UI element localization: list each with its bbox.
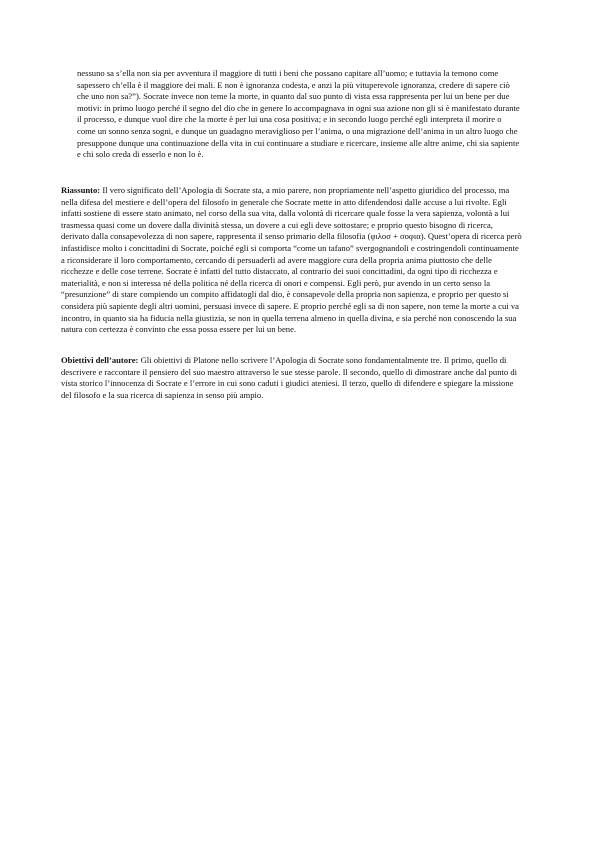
goals-label: Obiettivi dell’autore: (61, 355, 139, 365)
summary-text-wrapper (61, 185, 522, 336)
author-goals-paragraph (61, 355, 522, 401)
quote-continuation-block (77, 68, 522, 161)
summary-text: Il vero significato dell’Apologia di Socrate sta, a mio parere, non propriamente nell’aspetto giuridico del processo, ma nella difesa del mestiere e dell’opera del filosofo in generale che Socrate mette in atto difendendosi dalle accuse a lui rivolte. Egli infatti sostiene di essere stato animato, nel corso della sua vita, dalla volontà di ricercare quale fosse la vera sapienza, volontà a lui trasmessa quasi come un dovere dalla divinità stessa, un dovere a cui egli deve sottostare; e proprio questo bisogno di ricerca, derivato dalla consapevolezza di non sapere, rappresenta il senso primario della filosofia (φιλοσ + σοφια). Quest’opera di ricerca però infastidisce molto i concittadini di Socrate, poiché egli si comporta “come un tafano” svergognandoli e costringendoli continuamente a riconsiderare il loro comportamento, cercando di persuaderli ad avere maggiore cura della propria anima piuttosto che delle ricchezze e delle cose terrene. Socrate è infatti del tutto distaccato, al contrario dei suoi concittadini, da ogni tipo di ricchezza e materialità, e non si interessa né della politica né della ricerca di onori e compensi. Egli però, pur avendo in un certo senso la “presunzione” di stare compiendo un compito affidatogli dal dio, è consapevole della propria non sapienza, e proprio per questo si considera più sapiente degli altri uomini, persuasi invece di sapere. E proprio perché egli sa di non sapere, non teme la morte a cui va incontro, in quanto sia ha fiducia nella giustizia, se non in quella terrena almeno in quella divina, e sia perché non conoscendo la sua natura con certezza è convinto che essa possa essere per lui un bene. (61, 185, 522, 335)
goals-text: Gli obiettivi di Platone nello scrivere l’Apologia di Socrate sono fondamentalmente tre. Il primo, quello di descrivere e raccontare il pensiero del suo maestro attraverso le sue stesse parole. Il secondo, quello di dimostrare anche dal punto di vista storico l’innocenza di Socrate e l’errore in cui sono caduti i giudici ateniesi. Il terzo, quello di difendere e spiegare la missione del filosofo e la sua ricerca di sapienza in senso più ampio. (61, 355, 518, 400)
summary-paragraph (61, 185, 522, 336)
quote-continuation-text: nessuno sa s’ella non sia per avventura il maggiore di tutti i beni che possano capitare all’uomo; e tuttavia la temono come sapessero ch’ella è il maggiore dei mali. E non è ignoranza codesta, e anzi la più vituperevole ignoranza, credere di sapere ciò che uno non sa?”). Socrate invece non teme la morte, in quanto dal suo punto di vista essa rappresenta per lui un bene per due motivi: in primo luogo perché il segno del dio che in genere lo accompagnava in ogni sua azione non gli si è manifestato durante il processo, e dunque vuol dire che la morte è per lui una cosa positiva; e in secondo luogo perché egli interpreta il morire o come un sonno senza sogni, e dunque un guadagno meraviglioso per l’anima, o una migrazione dell’anima in un altro luogo che presuppone dunque una continuazione della vita in cui continuare a studiare e ricercare, insieme alle altre anime, chi sia sapiente e chi solo creda di esserlo e non lo è. (77, 68, 520, 160)
goals-text-wrapper (61, 355, 522, 401)
summary-label: Riassunto: (61, 185, 101, 195)
